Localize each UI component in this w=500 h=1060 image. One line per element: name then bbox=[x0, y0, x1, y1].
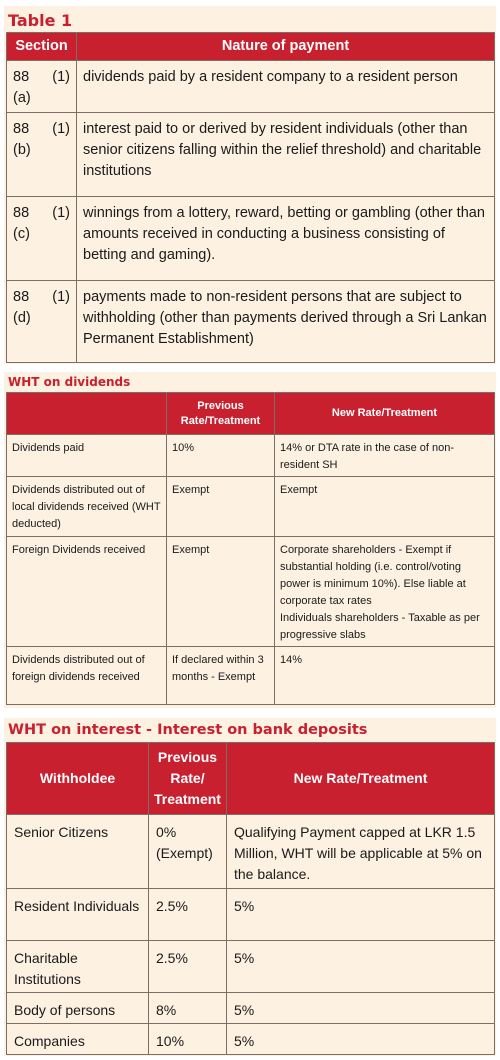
table-row bbox=[7, 1024, 495, 1055]
table-row bbox=[7, 435, 495, 477]
table-header-row bbox=[7, 393, 495, 435]
table-row bbox=[7, 815, 495, 889]
withholdee-cell: Companies bbox=[7, 1024, 149, 1055]
new-cell: 5% bbox=[227, 993, 495, 1024]
new-cell: Corporate shareholders - Exempt if substantial holding (i.e. control/voting power is minimum 10%). Else liable at corporate tax rates Individuals shareholders - Taxable as per progressive slabs bbox=[275, 537, 495, 647]
dividends-table bbox=[6, 392, 495, 705]
previous-cell: 0% (Exempt) bbox=[149, 815, 227, 889]
withholdee-cell: Resident Individuals bbox=[7, 889, 149, 941]
interest-table bbox=[6, 742, 495, 1055]
interest-title: WHT on interest - Interest on bank deposits bbox=[8, 722, 368, 738]
table-row bbox=[7, 993, 495, 1024]
new-cell: 14% or DTA rate in the case of non-resident SH bbox=[275, 435, 495, 477]
table-row bbox=[7, 281, 495, 363]
table-row bbox=[7, 477, 495, 537]
section-cell: 88 (1) (b) bbox=[7, 113, 77, 197]
previous-cell: If declared within 3 months - Exempt bbox=[167, 647, 275, 705]
table1-title: Table 1 bbox=[8, 11, 73, 30]
previous-cell: 10% bbox=[167, 435, 275, 477]
section-cell: 88 (1) (d) bbox=[7, 281, 77, 363]
table-row bbox=[7, 941, 495, 993]
table-header-row bbox=[7, 33, 495, 61]
new-cell: 5% bbox=[227, 1024, 495, 1055]
previous-cell: Exempt bbox=[167, 537, 275, 647]
table-row bbox=[7, 647, 495, 705]
table-row bbox=[7, 61, 495, 113]
table-row bbox=[7, 113, 495, 197]
header-withholdee: Withholdee bbox=[7, 743, 149, 815]
table-row bbox=[7, 889, 495, 941]
nature-cell: payments made to non-resident persons that are subject to withholding (other than payments derived through a Sri Lankan Permanent Establishment) bbox=[77, 281, 495, 363]
table-header-row bbox=[7, 743, 495, 815]
new-cell: 5% bbox=[227, 889, 495, 941]
previous-cell: 10% bbox=[149, 1024, 227, 1055]
table-row bbox=[7, 197, 495, 281]
dividends-panel bbox=[4, 372, 496, 708]
withholdee-cell: Charitable Institutions bbox=[7, 941, 149, 993]
withholdee-cell: Senior Citizens bbox=[7, 815, 149, 889]
interest-panel bbox=[4, 718, 496, 1056]
nature-cell: interest paid to or derived by resident individuals (other than senior citizens falling within the relief threshold) and charitable institutions bbox=[77, 113, 495, 197]
item-cell: Dividends distributed out of foreign dividends received bbox=[7, 647, 167, 705]
previous-cell: Exempt bbox=[167, 477, 275, 537]
header-previous: Previous Rate/ Treatment bbox=[149, 743, 227, 815]
new-cell: Qualifying Payment capped at LKR 1.5 Million, WHT will be applicable at 5% on the balance. bbox=[227, 815, 495, 889]
nature-cell: dividends paid by a resident company to a resident person bbox=[77, 61, 495, 113]
header-item bbox=[7, 393, 167, 435]
nature-cell: winnings from a lottery, reward, betting or gambling (other than amounts received in conducting a business consisting of betting and gaming). bbox=[77, 197, 495, 281]
previous-cell: 8% bbox=[149, 993, 227, 1024]
item-cell: Dividends distributed out of local dividends received (WHT deducted) bbox=[7, 477, 167, 537]
header-section: Section bbox=[7, 33, 77, 61]
header-nature: Nature of payment bbox=[77, 33, 495, 61]
withholdee-cell: Body of persons bbox=[7, 993, 149, 1024]
new-cell: Exempt bbox=[275, 477, 495, 537]
table1-panel bbox=[4, 6, 496, 364]
item-cell: Dividends paid bbox=[7, 435, 167, 477]
previous-cell: 2.5% bbox=[149, 941, 227, 993]
new-cell: 5% bbox=[227, 941, 495, 993]
table-row bbox=[7, 537, 495, 647]
new-cell: 14% bbox=[275, 647, 495, 705]
section-cell: 88 (1) (c) bbox=[7, 197, 77, 281]
previous-cell: 2.5% bbox=[149, 889, 227, 941]
item-cell: Foreign Dividends received bbox=[7, 537, 167, 647]
table1 bbox=[6, 32, 495, 363]
dividends-title: WHT on dividends bbox=[8, 375, 131, 389]
header-new: New Rate/Treatment bbox=[227, 743, 495, 815]
header-new: New Rate/Treatment bbox=[275, 393, 495, 435]
section-cell: 88 (1) (a) bbox=[7, 61, 77, 113]
header-previous: Previous Rate/Treatment bbox=[167, 393, 275, 435]
